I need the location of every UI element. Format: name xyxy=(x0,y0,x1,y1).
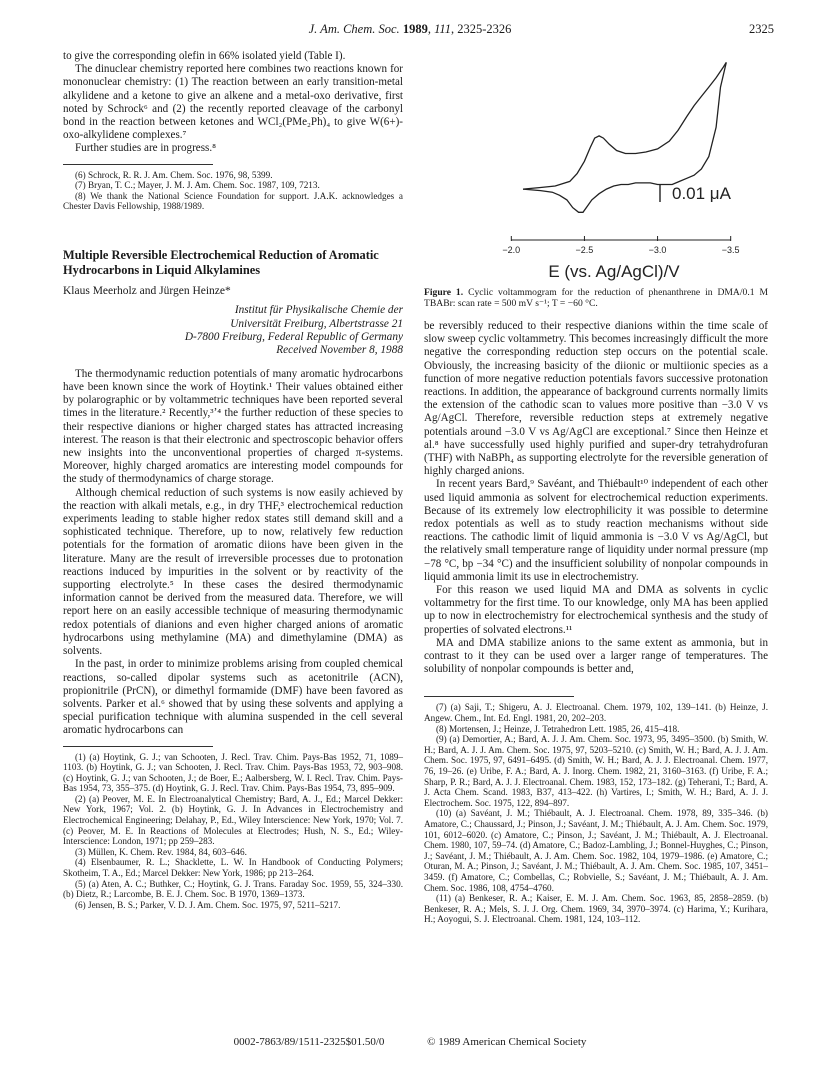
footnote-rule xyxy=(424,696,574,697)
journal-citation: J. Am. Chem. Soc. 1989, 111, 2325-2326 xyxy=(308,22,512,36)
left-footnotes xyxy=(63,752,403,911)
article-body-right xyxy=(424,320,768,676)
article-body-left xyxy=(63,368,403,738)
body-paragraph: For this reason we used liquid MA and DMA as solvents in cyclic voltammetry for the first time. To our knowledge, only MA has been applied up to now in electrochemistry for electrochemical synthesis and the study of properties of solvated electrons.¹¹ xyxy=(424,584,768,636)
journal-year: 1989 xyxy=(402,22,428,36)
footnote: (9) (a) Demortier, A.; Bard, A. J. J. Am. Chem. Soc. 1973, 95, 3495–3500. (b) Smith, W. H.; Bard, A. J. J. Am. Chem. Soc. 1975, 97, 5203–5210. (c) Smith, W. H.; Bard, A. J. J. Am. Chem. Soc. 1975, 97, 6491–6495. (d) Smith, W. H.; Bard, A. J. J. Electroanal. Chem. 1977, 76, 19–26. (e) Uribe, F. A.; Bard, A. J. Inorg. Chem. 1982, 21, 3160–3163. (f) Uribe, F. A.; Sharp, P. R.; Bard, A. J. J. Electroanal. Chem. 1983, 152, 173–182. (g) Teherani, T.; Bard, A. J. Acta Chem. Scand. 1983, B37, 413–422. (h) Vartires, I.; Smith, W. H.; Bard, A. J. J. Electrochem. Soc. 1975, 122, 894–897. xyxy=(424,734,768,808)
affiliation-line: Universität Freiburg, Albertstrasse 21 xyxy=(230,317,403,330)
footnote: (6) Schrock, R. R. J. Am. Chem. Soc. 1976, 98, 5399. xyxy=(75,169,273,180)
footnote: (10) (a) Savéant, J. M.; Thiébault, A. J. Electroanal. Chem. 1978, 89, 335–346. (b) Amatore, C.; Chaussard, J.; Pinson, J.; Savéant, J. M.; Thiébault, A. J. Am. Chem. Soc. 1979, 101, 6012–6020. (c) Amatore, C.; Pinson, J.; Savéant, J. M.; Thiébault, A. J. Electroanal. Chem. 1980, 107, 59–74. (d) Amatore, C.; Badoz-Lambling, J.; Bonnel-Huyghes, C.; Pinson, J.; Savéant, J. M.; Thiébault, A. J. Am. Chem. Soc. 1982, 104, 1979–1986. (e) Amatore, C.; Oturan, M. A.; Pinson, J.; Savéant, J. M.; Thiébault, A. J. Am. Chem. Soc. 1985, 107, 3451–3459. (f) Amatore, C.; Combellas, C.; Robvielle, S.; Savéant, J. M.; Thiébault, A. J. Am. Chem. Soc. 1986, 108, 4754–4760. xyxy=(424,808,768,893)
footnote: (8) Mortensen, J.; Heinze, J. Tetrahedron Lett. 1985, 26, 415–418. xyxy=(436,723,680,734)
prev-article-text xyxy=(63,50,403,156)
x-tick-label: −3.0 xyxy=(648,245,667,255)
x-tick-label: −2.5 xyxy=(575,245,594,255)
affiliation-line: D-7800 Freiburg, Federal Republic of Germany xyxy=(184,331,403,344)
footnote-rule xyxy=(63,164,213,165)
prev-paragraph: Further studies are in progress.⁸ xyxy=(75,142,216,155)
footnote: (5) (a) Aten, A. C.; Buthker, C.; Hoytink, G. J. Trans. Faraday Soc. 1959, 55, 324–330. (b) Dietz, R.; Larcombe, B. E. J. Chem. Soc. B 1970, 1369–1373. xyxy=(63,878,403,900)
scale-bar-label: 0.01 μA xyxy=(672,184,731,203)
footnote: (4) Elsenbaumer, R. L.; Shacklette, L. W. In Handbook of Conducting Polymers; Skotheim, T. A., Ed.; Marcel Dekker: New York, 1986; pp 213–264. xyxy=(63,857,403,879)
affiliation-line: Institut für Physikalische Chemie der xyxy=(234,304,403,317)
caption-text: Cyclic voltammogram for the reduction of phenanthrene in DMA/0.1 M TBABr: scan rate = 500 mV s⁻¹; T = −60 °C. xyxy=(424,287,768,310)
left-column xyxy=(63,50,403,910)
body-paragraph: In the past, in order to minimize problems arising from coupled chemical reactions, so-called dipolar systems such as acetonitrile (ACN), propionitrile (PrCN), or dimethyl formamide (DMF) have been favored as solvents. Parker et al.⁶ showed that by using these solvents and applying a special purification technique with alumina suspended in the cell several aromatic hydrocarbons can xyxy=(63,658,403,737)
footnote: (11) (a) Benkeser, R. A.; Kaiser, E. M. J. Am. Chem. Soc. 1963, 85, 2858–2859. (b) Benkeser, R. A.; Mels, S. J. J. Org. Chem. 1969, 34, 3970–3974. (c) Harima, Y.; Kurihara, H.; Aoyogui, S. J. Electroanal. Chem. 1981, 124, 103–112. xyxy=(424,893,768,925)
footer-code: 0002-7863/89/1511-2325$01.50/0 xyxy=(233,1036,385,1048)
body-paragraph: Although chemical reduction of such systems is now easily achieved by the reaction with alkali metals, e.g., in dry THF,³ electrochemical reduction experiments leading to stable higher redox states still demand skill and a sophisticated technique. Therefore, up to now, relatively few reduction potentials for the formation of aromatic diions have been given in the literature. Many are the result of irreversible processes due to protonation reactions induced by impurities in the solvent or by reactivity of the supporting electrolyte.⁵ In these cases the desired thermodynamic information cannot be derived from the measured data. Therefore, we will report here on an easily accessible technique of measuring thermodynamic redox potentials of dianions and even higher charged anions of aromatic hydrocarbons using methylamine (MA) and dimethylamine (DMA) as solvents. xyxy=(63,486,403,658)
forward-scan-line xyxy=(523,62,726,189)
right-footnotes xyxy=(424,702,768,924)
article-title: Multiple Reversible Electrochemical Reduction of Aromatic Hydrocarbons in Liquid Alkylamines xyxy=(63,248,379,277)
received-date: Received November 8, 1988 xyxy=(276,344,403,357)
affiliation xyxy=(63,304,403,358)
prev-paragraph: to give the corresponding olefin in 66% isolated yield (Table I). xyxy=(63,50,346,62)
footnote-rule xyxy=(63,746,213,747)
current-scale-bar xyxy=(660,184,732,203)
page-footer xyxy=(0,1036,820,1048)
page-number: 2325 xyxy=(749,22,774,36)
journal-name: J. Am. Chem. Soc. xyxy=(308,22,400,36)
body-paragraph: In recent years Bard,⁹ Savéant, and Thiébault¹⁰ independent of each other used liquid ammonia as solvent for electrochemical reduction experiments. Because of its extremely low electrophilicity it was possible to determine redox potentials as well as to study reaction mechanisms without side reactions. The cathodic limit of liquid ammonia is −3.0 V vs Ag/AgCl, but the relatively small temperature range of liquidity under normal pressure (mp −78 °C, bp −34 °C) and the insufficient solubility of nonpolar compounds in liquid ammonia limit its use in electrochemistry. xyxy=(424,478,768,583)
body-paragraph: be reversibly reduced to their respective dianions within the time scale of slow sweep cyclic voltammetry. This becomes increasingly difficult the more negative the corresponding reduction step occurs on the potential scale. Obviously, the increasing basicity of the diionic or multiionic species as a function of more negative reduction potentials favors successive protonation reactions. In addition, the appearance of background currents normally limits the extension of the cathodic scan to values more positive than −3.0 V vs Ag/AgCl. Therefore, reversible reduction steps at extremely negative potentials around −3.0 V vs Ag/AgCl are exceptional.⁷ Since then Heinze et al.⁸ have successfully used highly purified and super-dry tetrahydrofuran (THF) with NaBPh₄ as supporting electrolyte for the reversible generation of highly charged anions. xyxy=(424,320,768,478)
prev-paragraph: The dinuclear chemistry reported here combines two reactions known for mononuclear chemistry: (1) The reaction between an early transition-metal alkylidene and a ketone to give an alkene and a metal-oxo derivative, first noted by Schrock⁶ and (2) the recently reported cleavage of the carbonyl bond in the reaction between ketones and WCl₂(PMe₂Ph)₄ to give W(6+)-oxo-alkylidene complexes.⁷ xyxy=(63,63,403,142)
article-authors: Klaus Meerholz and Jürgen Heinze* xyxy=(63,285,231,297)
caption-label: Figure 1. xyxy=(424,287,464,298)
prev-footnotes xyxy=(63,170,403,212)
footnote: (7) Bryan, T. C.; Mayer, J. M. J. Am. Chem. Soc. 1987, 109, 7213. xyxy=(75,180,320,191)
x-tick-label: −2.0 xyxy=(502,245,521,255)
x-axis xyxy=(502,236,739,255)
footnote: (2) (a) Peover, M. E. In Electroanalytical Chemistry; Bard, A. J., Ed.; Marcel Dekker: New York, 1967; Vol. 2. (b) Hoytink, G. J. In Advances in Electrochemistry and Electrochemical Engineering; Delahay, P., Ed., Wiley Interscience: New York, 1970; Vol. 7. (c) Peover, M. E. In Reactions of Molecules at Electrodes; Hush, N. S., Ed.; Wiley-Interscience: London, 1971; pp 259–283. xyxy=(63,793,403,847)
footnote: (7) (a) Saji, T.; Shigeru, A. J. Electroanal. Chem. 1979, 102, 139–141. (b) Heinze, J. Angew. Chem., Int. Ed. Engl. 1981, 20, 202–203. xyxy=(424,702,768,724)
footer-copyright: © 1989 American Chemical Society xyxy=(427,1036,587,1048)
body-paragraph: The thermodynamic reduction potentials of many aromatic hydrocarbons have been known since the work of Hoytink.¹ Their values obtained either by polarographic or by voltammetric techniques have been reported several times in the literature.² Recently,³ʼ⁴ the further reduction of these species to their respective dianions or higher charged states has attracted increasing interest. The reason is that their electronic and spectroscopic behavior offers new insights into the unconventional properties of charged π-systems. Moreover, highly charged aromatics are interesting model compounds for the study of thermodynamics of charge storage. xyxy=(63,367,403,486)
cyclic-voltammogram xyxy=(424,40,768,285)
footnote: (1) (a) Hoytink, G. J.; van Schooten, J. Recl. Trav. Chim. Pays-Bas 1952, 71, 1089–1103. (b) Hoytink, G. J.; van Schooten, J. Recl. Trav. Chim. Pays-Bas 1953, 72, 903–908. (c) Hoytink, G. J.; van Schooten, J.; de Boer, E.; Aalbersberg, W. I. Recl. Trav. Chim. Pays-Bas 1954, 73, 355–375. (d) Hoytink, G. J. Recl. Trav. Chim. Pays-Bas 1954, 73, 895–909. xyxy=(63,751,403,794)
journal-pages: 2325-2326 xyxy=(457,22,512,36)
figure-caption xyxy=(424,287,768,309)
right-column xyxy=(424,320,768,925)
x-axis-label: E (vs. Ag/AgCl)/V xyxy=(548,262,680,281)
body-paragraph: MA and DMA stabilize anions to the same extent as ammonia, but in contrast to it they can be used over a larger range of temperatures. The solubility of nonpolar compounds is better and, xyxy=(424,636,768,676)
footnote: (8) We thank the National Science Foundation for support. J.A.K. acknowledges a Chester Davis Fellowship, 1988/1989. xyxy=(63,190,403,212)
footnote: (3) Müllen, K. Chem. Rev. 1984, 84, 603–646. xyxy=(75,846,247,857)
x-tick-label: −3.5 xyxy=(721,245,740,255)
journal-volume: 111 xyxy=(434,22,451,36)
footnote: (6) Jensen, B. S.; Parker, V. D. J. Am. Chem. Soc. 1975, 97, 5211–5217. xyxy=(75,899,341,910)
